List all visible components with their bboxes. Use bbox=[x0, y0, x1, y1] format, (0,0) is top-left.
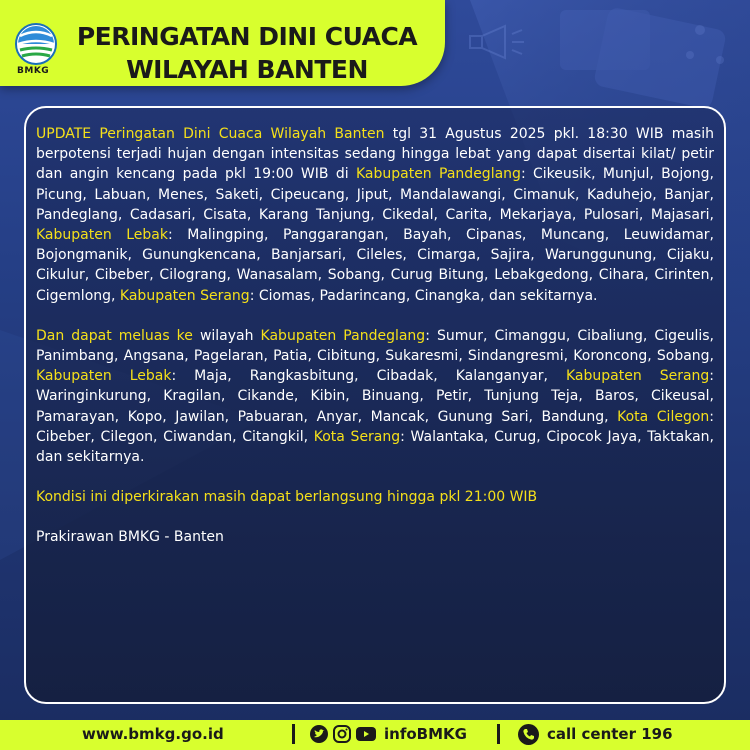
highlighted-text: Kabupaten Pandeglang bbox=[260, 327, 426, 344]
twitter-icon[interactable] bbox=[310, 725, 328, 743]
body-text: : Maja, Rangkasbitung, Cibadak, Kalanganyar, bbox=[171, 368, 566, 385]
body-text: : Waringinkurung, Kragilan, Cikande, Kibin, Binuang, Petir, Tunjung Teja, Baros, Cikeusal, Pamarayan, Kopo, Jawilan, Pabuaran, Anyar, Mancak, Gunung Sari, Bandung, bbox=[36, 368, 715, 425]
title-line-2: WILAYAH BANTEN bbox=[126, 55, 368, 84]
body-text: : Ciomas, Padarincang, Cinangka, dan sekitarnya. bbox=[249, 287, 598, 304]
highlighted-text: Dan dapat meluas ke bbox=[36, 327, 193, 344]
body-text: wilayah bbox=[192, 327, 261, 344]
warning-content bbox=[36, 124, 714, 568]
highlighted-text: Kabupaten Serang bbox=[119, 287, 250, 304]
highlighted-text: Kabupaten Serang bbox=[565, 368, 710, 385]
body-text: tgl 31 Agustus 2025 pkl. 18:30 WIB masih berpotensi terjadi hujan dengan intensitas sedang hingga lebat yang dapat disertai kilat/ petir dan angin kencang pada pkl 19:00 WIB di bbox=[36, 126, 714, 183]
instagram-icon[interactable] bbox=[333, 725, 351, 743]
body-text: : Cibeber, Cilegon, Ciwandan, Citangkil, bbox=[36, 408, 714, 445]
highlighted-text: Kabupaten Lebak bbox=[36, 227, 168, 244]
call-center[interactable]: call center 196 bbox=[547, 725, 673, 743]
body-text: : Walantaka, Curug, Cipocok Jaya, Taktakan, dan sekitarnya. bbox=[36, 428, 714, 466]
logo-text: BMKG bbox=[17, 66, 50, 76]
page-title bbox=[62, 20, 432, 86]
social-handle[interactable]: infoBMKG bbox=[384, 725, 467, 743]
website-link[interactable]: www.bmkg.go.id bbox=[82, 725, 224, 743]
body-text: : Malingping, Panggarangan, Bayah, Cipanas, Muncang, Leuwidamar, Bojongmanik, Gunungkencana, Banjarsari, Cileles, Cimarga, Sajira, Warunggunung, Cijaku, Cikulur, Cibeber, Cilograng, Wanasalam, Sobang, Curug Bitung, Lebakgedong, Cihara, Cirinten, Cigemlong, bbox=[36, 227, 715, 304]
highlighted-text: Kota Serang bbox=[313, 428, 401, 445]
globe-icon bbox=[56, 725, 74, 743]
footer-divider bbox=[497, 724, 500, 744]
highlighted-text: Kota Cilegon bbox=[617, 408, 710, 425]
phone-icon bbox=[518, 724, 539, 745]
highlighted-text: UPDATE Peringatan Dini Cuaca Wilayah Banten bbox=[36, 126, 385, 142]
paragraph-main-warning bbox=[36, 124, 714, 306]
footer-divider bbox=[292, 724, 295, 744]
title-line-1: PERINGATAN DINI CUACA bbox=[76, 22, 418, 51]
paragraph-expansion bbox=[36, 326, 714, 467]
body-text: : Cikeusik, Munjul, Bojong, Picung, Labuan, Menes, Saketi, Cipeucang, Jiput, Mandalawangi, Cimanuk, Kaduhejo, Banjar, Pandeglang, Cadasari, Cisata, Karang Tanjung, Cikedal, Carita, Mekarjaya, Pulosari, Majasari, bbox=[36, 166, 714, 223]
paragraph-duration: Kondisi ini diperkirakan masih dapat berlangsung hingga pkl 21:00 WIB bbox=[36, 489, 538, 506]
youtube-icon[interactable] bbox=[356, 725, 376, 743]
highlighted-text: Kabupaten Pandeglang bbox=[355, 166, 521, 183]
body-text: : Sumur, Cimanggu, Cibaliung, Cigeulis, Panimbang, Angsana, Pagelaran, Patia, Cibitung, Sukaresmi, Sindangresmi, Koroncong, Sobang, bbox=[36, 327, 714, 365]
footer-bar bbox=[0, 720, 750, 750]
highlighted-text: Kabupaten Lebak bbox=[36, 368, 172, 385]
forecaster-signature: Prakirawan BMKG - Banten bbox=[36, 529, 224, 546]
header-banner bbox=[0, 0, 445, 86]
